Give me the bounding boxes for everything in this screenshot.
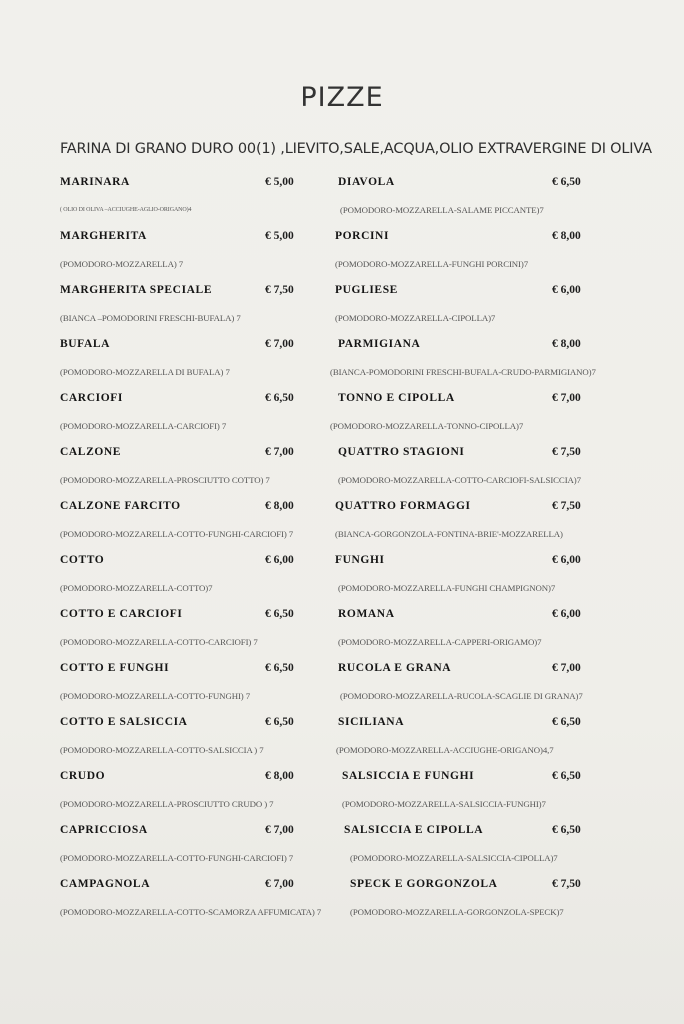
pizza-name: COTTO E FUNGHI — [60, 662, 170, 674]
pizza-ingredients: (POMODORO-MOZZARELLA-COTTO-FUNGHI) 7 — [60, 691, 251, 701]
pizza-ingredients: (POMODORO-MOZZARELLA-COTTO-SALSICCIA ) 7 — [60, 745, 264, 755]
pizza-price: € 6,00 — [552, 284, 581, 296]
pizza-price: € 6,50 — [552, 824, 581, 836]
pizza-ingredients: (BIANCA-POMODORINI FRESCHI-BUFALA-CRUDO-PARMIGIANO)7 — [330, 367, 596, 377]
pizza-price: € 6,50 — [552, 770, 581, 782]
menu-item — [330, 225, 630, 279]
pizza-price: € 5,00 — [265, 230, 294, 242]
pizza-name: MARINARA — [60, 176, 130, 188]
right-column — [330, 171, 630, 927]
pizza-price: € 8,00 — [552, 338, 581, 350]
pizza-ingredients: (POMODORO-MOZZARELLA DI BUFALA) 7 — [60, 367, 230, 377]
pizza-ingredients: (BIANCA-GORGONZOLA-FONTINA-BRIE'-MOZZARELLA) — [335, 529, 563, 539]
pizza-price: € 7,00 — [265, 824, 294, 836]
pizza-name: CAMPAGNOLA — [60, 878, 151, 890]
pizza-name: CRUDO — [60, 770, 106, 782]
pizza-name: PORCINI — [335, 230, 390, 242]
pizza-ingredients: (POMODORO-MOZZARELLA-COTTO-FUNGHI-CARCIOFI) 7 — [60, 529, 294, 539]
pizza-price: € 7,00 — [552, 662, 581, 674]
pizza-price: € 6,50 — [265, 716, 294, 728]
menu-item — [60, 549, 330, 603]
menu-item — [60, 657, 330, 711]
pizza-price: € 5,00 — [265, 176, 294, 188]
pizza-name: QUATTRO STAGIONI — [338, 446, 465, 458]
pizza-ingredients: (POMODORO-MOZZARELLA-COTTO-SCAMORZA AFFUMICATA) 7 — [60, 907, 322, 917]
menu-item — [60, 873, 330, 927]
pizza-ingredients: (POMODORO-MOZZARELLA-PROSCIUTTO COTTO) 7 — [60, 475, 270, 485]
pizza-price: € 6,50 — [265, 392, 294, 404]
menu-item — [60, 495, 330, 549]
pizza-price: € 8,00 — [265, 770, 294, 782]
pizza-name: MARGHERITA — [60, 230, 147, 242]
menu-item — [60, 603, 330, 657]
pizza-name: MARGHERITA SPECIALE — [60, 284, 213, 296]
menu-item — [60, 225, 330, 279]
pizza-name: COTTO E SALSICCIA — [60, 716, 188, 728]
pizza-name: RUCOLA E GRANA — [338, 662, 452, 674]
pizza-ingredients: (POMODORO-MOZZARELLA-ACCIUGHE-ORIGANO)4,7 — [336, 745, 554, 755]
pizza-price: € 7,00 — [265, 878, 294, 890]
pizza-price: € 7,50 — [552, 446, 581, 458]
menu-item — [60, 333, 330, 387]
menu-item — [330, 549, 630, 603]
menu-item — [330, 603, 630, 657]
pizza-name: ROMANA — [338, 608, 395, 620]
pizza-ingredients: (POMODORO-MOZZARELLA-COTTO)7 — [60, 583, 213, 593]
pizza-ingredients: (POMODORO-MOZZARELLA-TONNO-CIPOLLA)7 — [330, 421, 524, 431]
pizza-name: FUNGHI — [335, 554, 385, 566]
pizza-ingredients: (POMODORO-MOZZARELLA-SALAME PICCANTE)7 — [340, 205, 544, 215]
pizza-price: € 7,50 — [265, 284, 294, 296]
pizza-name: TONNO E CIPOLLA — [338, 392, 455, 404]
menu-item — [330, 171, 630, 225]
pizza-price: € 8,00 — [552, 230, 581, 242]
pizza-ingredients: (POMODORO-MOZZARELLA-CARCIOFI) 7 — [60, 421, 227, 431]
pizza-price: € 6,00 — [552, 608, 581, 620]
pizza-name: CAPRICCIOSA — [60, 824, 148, 836]
pizza-price: € 6,50 — [265, 608, 294, 620]
pizza-ingredients: (POMODORO-MOZZARELLA-SALSICCIA-FUNGHI)7 — [342, 799, 546, 809]
pizza-price: € 6,00 — [552, 554, 581, 566]
pizza-ingredients: (POMODORO-MOZZARELLA-COTTO-FUNGHI-CARCIOFI) 7 — [60, 853, 294, 863]
menu-item — [60, 171, 330, 225]
pizza-name: SICILIANA — [338, 716, 405, 728]
menu-item — [330, 495, 630, 549]
pizza-name: CARCIOFI — [60, 392, 123, 404]
pizza-price: € 8,00 — [265, 500, 294, 512]
pizza-ingredients: (POMODORO-MOZZARELLA-COTTO-CARCIOFI) 7 — [60, 637, 258, 647]
menu-item — [330, 279, 630, 333]
pizza-price: € 7,00 — [265, 338, 294, 350]
pizza-name: QUATTRO FORMAGGI — [335, 500, 471, 512]
menu-item — [60, 765, 330, 819]
menu-item — [330, 333, 630, 387]
pizza-price: € 6,50 — [552, 716, 581, 728]
pizza-ingredients: (POMODORO-MOZZARELLA-CIPOLLA)7 — [335, 313, 496, 323]
menu-item — [60, 279, 330, 333]
pizza-ingredients: ( OLIO DI OLIVA –ACCIUGHE-AGLIO-ORIGANO)4 — [60, 207, 192, 213]
pizza-price: € 7,50 — [552, 500, 581, 512]
pizza-name: BUFALA — [60, 338, 111, 350]
pizza-ingredients: (POMODORO-MOZZARELLA-FUNGHI CHAMPIGNON)7 — [338, 583, 556, 593]
pizza-ingredients: (POMODORO-MOZZARELLA-RUCOLA-SCAGLIE DI GRANA)7 — [340, 691, 583, 701]
ingredients-subtitle: FARINA DI GRANO DURO 00(1) ,LIEVITO,SALE,ACQUA,OLIO EXTRAVERGINE DI OLIVA — [60, 141, 652, 157]
pizza-price: € 7,00 — [552, 392, 581, 404]
menu-item — [60, 387, 330, 441]
pizza-price: € 7,50 — [552, 878, 581, 890]
pizza-name: SALSICCIA E FUNGHI — [342, 770, 475, 782]
pizza-ingredients: (POMODORO-MOZZARELLA-PROSCIUTTO CRUDO ) 7 — [60, 799, 274, 809]
pizza-price: € 6,00 — [265, 554, 294, 566]
pizza-name: PARMIGIANA — [338, 338, 421, 350]
pizza-ingredients: (POMODORO-MOZZARELLA) 7 — [60, 259, 184, 269]
pizza-name: CALZONE — [60, 446, 122, 458]
menu-item — [330, 387, 630, 441]
pizza-name: CALZONE FARCITO — [60, 500, 181, 512]
pizza-name: PUGLIESE — [335, 284, 398, 296]
pizza-ingredients: (POMODORO-MOZZARELLA-COTTO-CARCIOFI-SALSICCIA)7 — [338, 475, 581, 485]
pizza-name: SPECK E GORGONZOLA — [350, 878, 498, 890]
pizza-ingredients: (POMODORO-MOZZARELLA-FUNGHI PORCINI)7 — [335, 259, 529, 269]
menu-item — [330, 819, 630, 873]
pizza-ingredients: (BIANCA –POMODORINI FRESCHI-BUFALA) 7 — [60, 313, 241, 323]
menu-item — [330, 657, 630, 711]
menu-item — [330, 873, 630, 927]
menu-item — [60, 711, 330, 765]
pizza-ingredients: (POMODORO-MOZZARELLA-GORGONZOLA-SPECK)7 — [350, 907, 564, 917]
pizza-price: € 6,50 — [552, 176, 581, 188]
menu-item — [60, 819, 330, 873]
pizza-name: COTTO — [60, 554, 105, 566]
pizza-name: SALSICCIA E CIPOLLA — [344, 824, 484, 836]
pizza-ingredients: (POMODORO-MOZZARELLA-SALSICCIA-CIPOLLA)7 — [350, 853, 558, 863]
page-title: PIZZE — [300, 82, 384, 113]
menu-item — [60, 441, 330, 495]
menu-item — [330, 765, 630, 819]
pizza-price: € 6,50 — [265, 662, 294, 674]
pizza-name: COTTO E CARCIOFI — [60, 608, 183, 620]
menu-item — [330, 711, 630, 765]
left-column — [60, 171, 330, 927]
pizza-ingredients: (POMODORO-MOZZARELLA-CAPPERI-ORIGAMO)7 — [338, 637, 542, 647]
pizza-price: € 7,00 — [265, 446, 294, 458]
pizza-name: DIAVOLA — [338, 176, 395, 188]
menu-item — [330, 441, 630, 495]
